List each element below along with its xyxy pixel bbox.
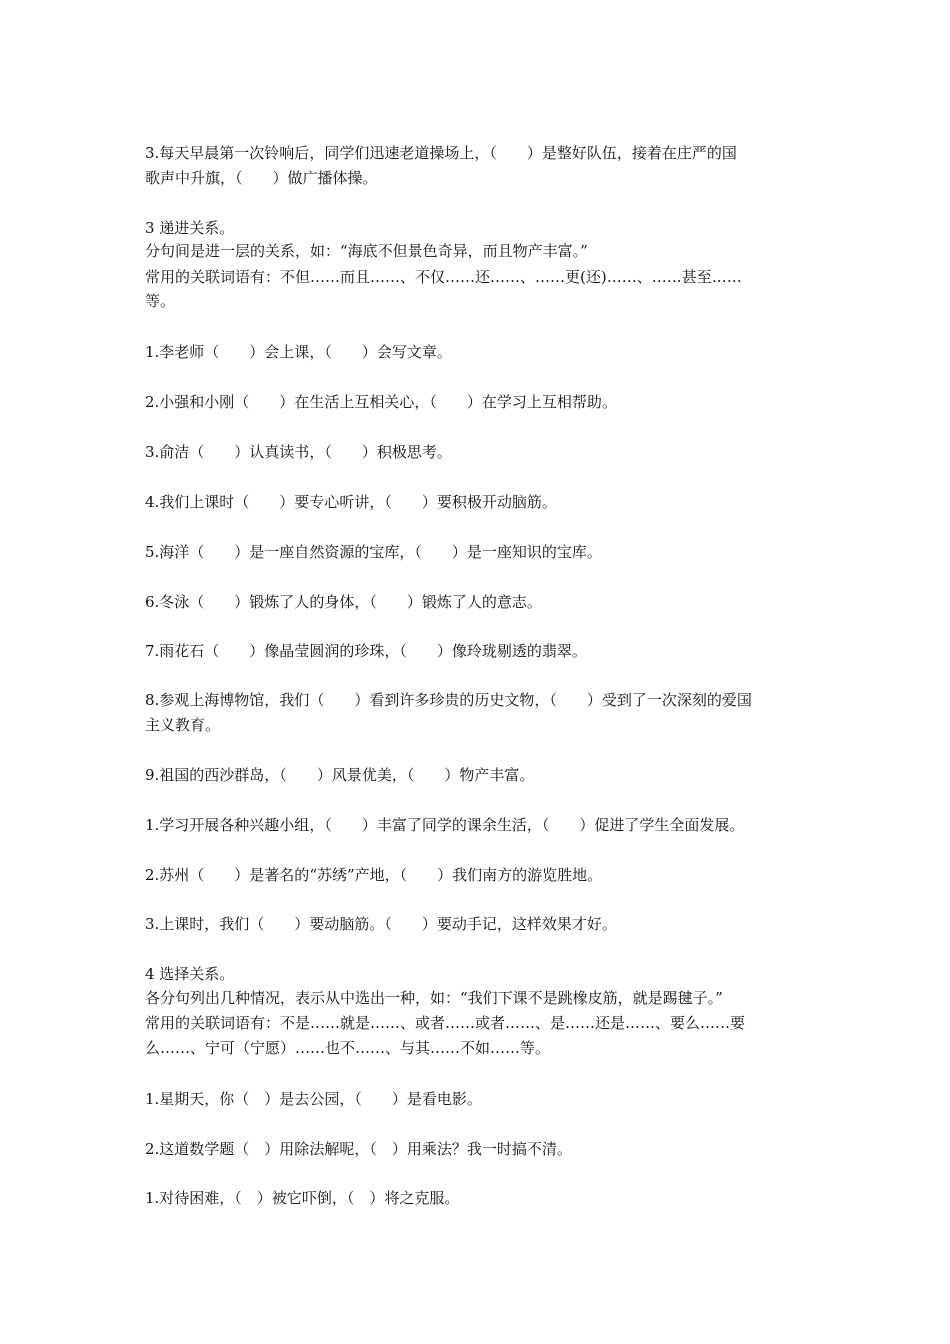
exercise-item: 3.上课时，我们（ ）要动脑筋。（ ）要动手记，这样效果才好。 — [145, 915, 617, 933]
exercise-item: 5.海洋（ ）是一座自然资源的宝库，（ ）是一座知识的宝库。 — [145, 543, 602, 561]
section-heading-choice: 4 选择关系。 — [145, 965, 235, 983]
exercise-item: 8.参观上海博物馆，我们（ ）看到许多珍贵的历史文物，（ ）受到了一次深刻的爱国 — [145, 691, 752, 709]
exercise-item: 6.冬泳（ ）锻炼了人的身体，（ ）锻炼了人的意志。 — [145, 593, 542, 611]
question-3-line-1: 3.每天早晨第一次铃响后，同学们迅速老道操场上，（ ）是整好队伍，接着在庄严的国 — [145, 144, 737, 162]
exercise-item: 1.李老师（ ）会上课，（ ）会写文章。 — [145, 343, 452, 361]
exercise-item: 7.雨花石（ ）像晶莹圆润的珍珠，（ ）像玲珑剔透的翡翠。 — [145, 642, 587, 660]
exercise-item: 1.学习开展各种兴趣小组，（ ）丰富了同学的课余生活，（ ）促进了学生全面发展。 — [145, 816, 745, 834]
exercise-item: 2.这道数学题（ ）用除法解呢，（ ）用乘法？我一时搞不清。 — [145, 1140, 572, 1158]
exercise-item: 4.我们上课时（ ）要专心听讲，（ ）要积极开动脑筋。 — [145, 493, 557, 511]
exercise-item: 1.星期天，你（ ）是去公园，（ ）是看电影。 — [145, 1090, 482, 1108]
conjunctions-list-line-1: 常用的关联词语有：不是……就是……、或者……或者……、是……还是……、要么……要 — [145, 1014, 746, 1032]
exercise-item: 2.小强和小刚（ ）在生活上互相关心，（ ）在学习上互相帮助。 — [145, 393, 617, 411]
section-description: 分句间是进一层的关系，如：“海底不但景色奇异，而且物产丰富。” — [145, 242, 588, 260]
exercise-item: 1.对待困难，（ ）被它吓倒，（ ）将之克服。 — [145, 1189, 460, 1207]
conjunctions-list-line-2: 么……、宁可（宁愿）……也不……、与其……不如……等。 — [145, 1039, 551, 1057]
exercise-item: 9.祖国的西沙群岛，（ ）风景优美，（ ）物产丰富。 — [145, 766, 535, 784]
exercise-item: 2.苏州（ ）是著名的“苏绣”产地，（ ）我们南方的游览胜地。 — [145, 866, 603, 884]
section-heading-progressive: 3 递进关系。 — [145, 219, 235, 237]
question-3-line-2: 歌声中升旗，（ ）做广播体操。 — [145, 169, 378, 187]
exercise-item-continued: 主义教育。 — [145, 716, 221, 734]
conjunctions-list-line-2: 等。 — [145, 292, 176, 310]
conjunctions-list-line-1: 常用的关联词语有：不但……而且……、不仅……还……、……更(还)……、……甚至…… — [145, 268, 742, 286]
exercise-item: 3.俞洁（ ）认真读书，（ ）积极思考。 — [145, 443, 452, 461]
section-description: 各分句列出几种情况，表示从中选出一种，如：“我们下课不是跳橡皮筋，就是踢毽子。” — [145, 989, 723, 1007]
